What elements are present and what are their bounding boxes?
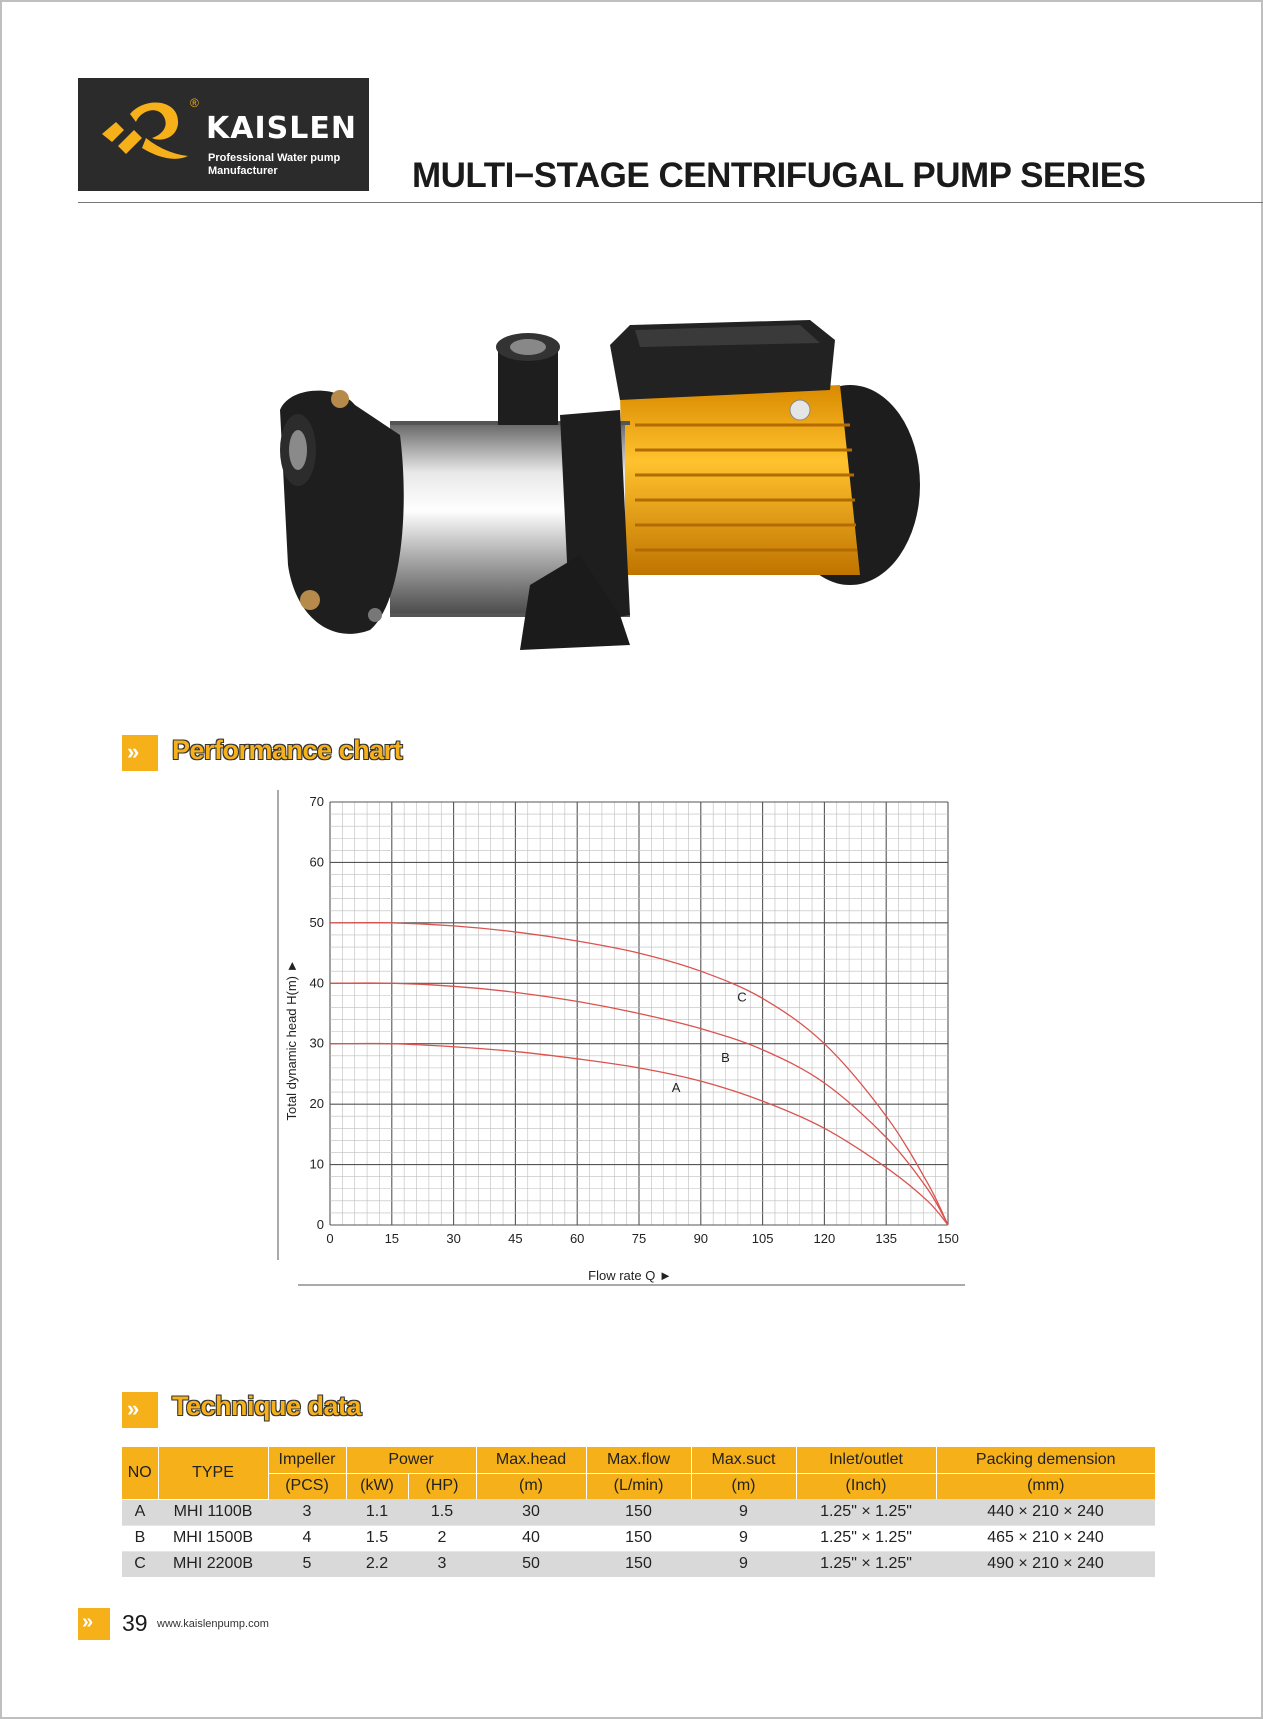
cell-max-flow: 150 — [586, 1525, 691, 1551]
cell-inlet-outlet: 1.25" × 1.25" — [796, 1525, 936, 1551]
cell-inlet-outlet: 1.25" × 1.25" — [796, 1551, 936, 1577]
x-tick-label: 75 — [631, 1231, 647, 1246]
pump-product-image — [280, 315, 940, 705]
cell-no: A — [122, 1499, 158, 1525]
unit-inch: (Inch) — [796, 1473, 936, 1499]
cell-kw: 2.2 — [346, 1551, 408, 1577]
curve-label-B: B — [721, 1049, 730, 1065]
x-tick-label: 135 — [875, 1231, 898, 1246]
y-tick-label: 40 — [309, 975, 324, 991]
chart-annotations — [672, 989, 747, 1095]
y-tick-label: 10 — [309, 1156, 324, 1172]
cell-hp: 3 — [408, 1551, 476, 1577]
col-header-packing: Packing demension — [936, 1447, 1155, 1473]
unit-lmin: (L/min) — [586, 1473, 691, 1499]
col-header-max-flow: Max.flow — [586, 1447, 691, 1473]
footer-arrow-icon: » — [78, 1608, 110, 1640]
x-tick-label: 0 — [326, 1231, 334, 1246]
section-arrow-icon: » — [122, 735, 158, 771]
cell-impeller: 3 — [268, 1499, 346, 1525]
cell-max-head: 30 — [476, 1499, 586, 1525]
cell-type: MHI 1100B — [158, 1499, 268, 1525]
page-number: 39 — [122, 1610, 148, 1636]
section-arrow-icon: » — [122, 1392, 158, 1428]
x-tick-label: 60 — [569, 1231, 585, 1246]
table-header-row-2 — [122, 1473, 1155, 1499]
unit-m-suct: (m) — [691, 1473, 796, 1499]
y-axis-label: Total dynamic head H(m) ► — [284, 959, 299, 1121]
y-tick-label: 20 — [309, 1096, 324, 1112]
x-tick-label: 90 — [693, 1231, 709, 1246]
cell-max-suct: 9 — [691, 1525, 796, 1551]
x-tick-label: 105 — [751, 1231, 774, 1246]
unit-hp: (HP) — [408, 1473, 476, 1499]
unit-pcs: (PCS) — [268, 1473, 346, 1499]
cell-packing: 490 × 210 × 240 — [936, 1551, 1155, 1577]
cell-max-suct: 9 — [691, 1551, 796, 1577]
cell-type: MHI 1500B — [158, 1525, 268, 1551]
cell-type: MHI 2200B — [158, 1551, 268, 1577]
cell-kw: 1.5 — [346, 1525, 408, 1551]
website-link[interactable]: www.kaislenpump.com — [157, 1618, 269, 1630]
cell-packing: 465 × 210 × 240 — [936, 1525, 1155, 1551]
col-header-power: Power — [346, 1447, 476, 1473]
performance-chart-title: Performance chart — [172, 735, 403, 765]
col-header-impeller: Impeller — [268, 1447, 346, 1473]
logo-mark-icon — [100, 94, 200, 174]
y-tick-label: 50 — [309, 914, 324, 930]
cell-packing: 440 × 210 × 240 — [936, 1499, 1155, 1525]
cell-max-flow: 150 — [586, 1499, 691, 1525]
y-tick-label: 60 — [309, 854, 324, 870]
cell-hp: 2 — [408, 1525, 476, 1551]
page-title: MULTI−STAGE CENTRIFUGAL PUMP SERIES — [412, 156, 1146, 195]
x-tick-label: 15 — [384, 1231, 400, 1246]
x-tick-label: 120 — [813, 1231, 836, 1246]
cell-impeller: 5 — [268, 1551, 346, 1577]
y-tick-label: 0 — [316, 1217, 324, 1232]
unit-m-head: (m) — [476, 1473, 586, 1499]
cell-kw: 1.1 — [346, 1499, 408, 1525]
cell-hp: 1.5 — [408, 1499, 476, 1525]
table-row — [122, 1551, 1155, 1577]
col-header-type: TYPE — [158, 1447, 268, 1499]
curve-label-A: A — [671, 1080, 681, 1096]
unit-mm: (mm) — [936, 1473, 1155, 1499]
unit-kw: (kW) — [346, 1473, 408, 1499]
performance-chart — [270, 790, 970, 1295]
cell-no: B — [122, 1525, 158, 1551]
brand-tagline-1: Professional Water pump — [208, 152, 341, 164]
x-tick-label: 30 — [446, 1231, 461, 1246]
cell-max-flow: 150 — [586, 1551, 691, 1577]
brand-logo — [78, 78, 369, 191]
table-row — [122, 1525, 1155, 1551]
registered-mark: ® — [190, 96, 199, 110]
cell-no: C — [122, 1551, 158, 1577]
title-divider — [78, 202, 1263, 203]
technique-data-table — [122, 1447, 1155, 1577]
x-axis-label: Flow rate Q ► — [588, 1268, 672, 1283]
cell-max-head: 50 — [476, 1551, 586, 1577]
cell-inlet-outlet: 1.25" × 1.25" — [796, 1499, 936, 1525]
col-header-max-head: Max.head — [476, 1447, 586, 1473]
cell-impeller: 4 — [268, 1525, 346, 1551]
col-header-no: NO — [122, 1447, 158, 1499]
cell-max-suct: 9 — [691, 1499, 796, 1525]
brand-name: KAISLEN — [206, 111, 357, 146]
y-tick-label: 30 — [309, 1035, 324, 1051]
col-header-max-suct: Max.suct — [691, 1447, 796, 1473]
cell-max-head: 40 — [476, 1525, 586, 1551]
curve-label-C: C — [737, 989, 747, 1005]
x-tick-label: 150 — [937, 1231, 959, 1246]
y-tick-label: 70 — [309, 794, 324, 809]
table-row — [122, 1499, 1155, 1525]
brand-tagline-2: Manufacturer — [208, 165, 278, 177]
technique-data-title: Technique data — [172, 1391, 362, 1421]
table-header-row-1 — [122, 1447, 1155, 1473]
x-tick-label: 45 — [508, 1231, 523, 1246]
col-header-inlet-outlet: Inlet/outlet — [796, 1447, 936, 1473]
